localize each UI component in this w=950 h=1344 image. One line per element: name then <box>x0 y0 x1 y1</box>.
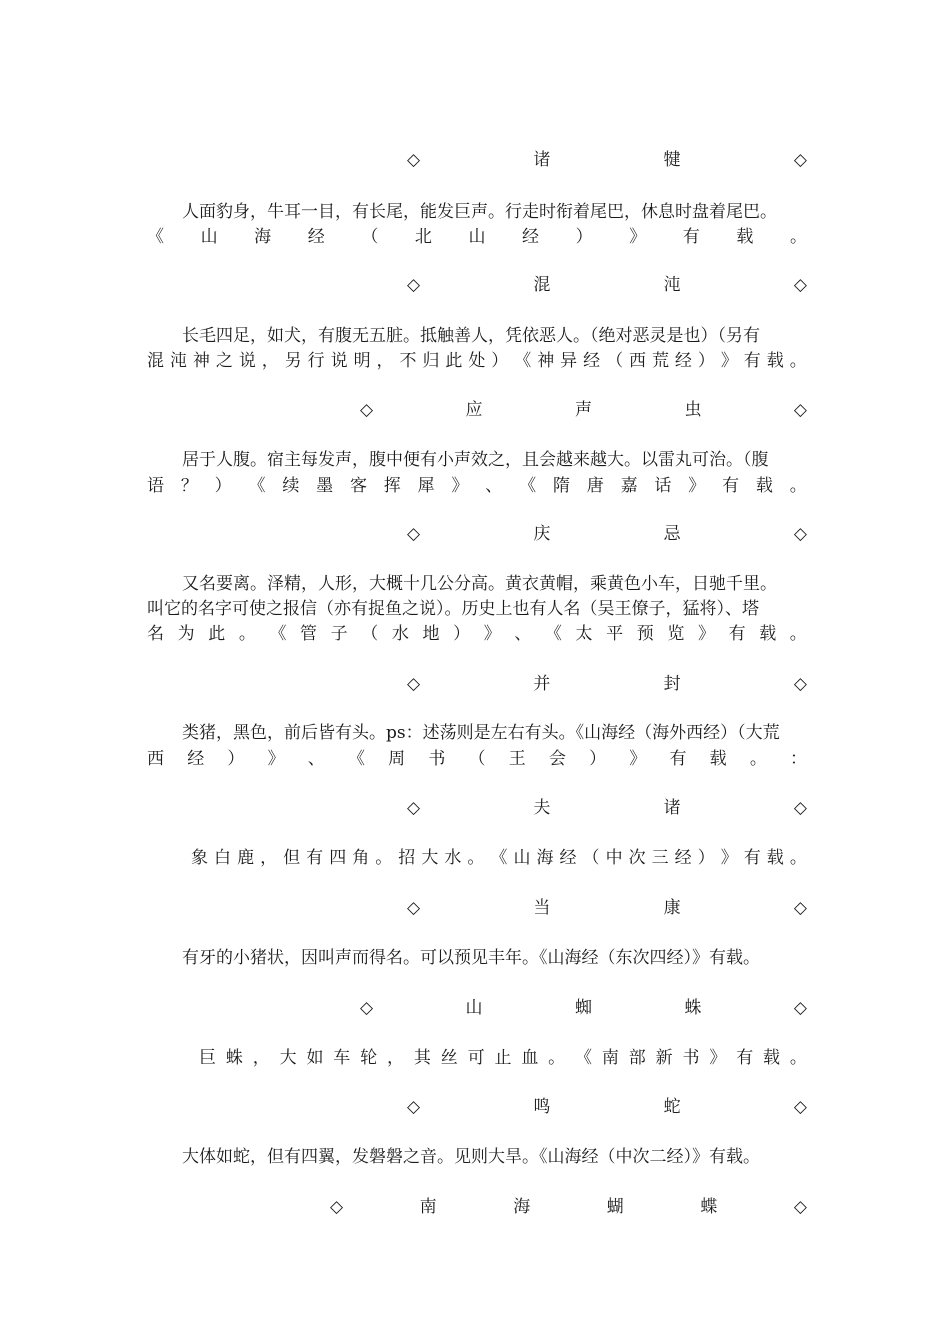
heading-char: 应 <box>465 400 483 420</box>
diamond-icon: ◇ <box>407 1097 421 1117</box>
entry-text-line: 大体如蛇，但有四翼，发磐磐之音。见则大旱。《山海经（中次二经）》有载。 <box>182 1147 760 1167</box>
diamond-icon: ◇ <box>793 998 807 1018</box>
heading-char: 蛛 <box>684 998 702 1018</box>
diamond-icon: ◇ <box>793 674 807 694</box>
heading-char: 山 <box>465 998 483 1018</box>
heading-char: 夫 <box>533 798 551 818</box>
diamond-icon: ◇ <box>793 898 807 918</box>
heading-char: 当 <box>533 898 551 918</box>
diamond-icon: ◇ <box>360 400 374 420</box>
diamond-icon: ◇ <box>407 674 421 694</box>
entry-text-line: 混 沌 神 之 说 ， 另 行 说 明 ， 不 归 此 处 ） 《 神 异 经 （ 西 荒 经 ） 》 有 载 。 <box>147 351 807 371</box>
diamond-icon: ◇ <box>793 400 807 420</box>
diamond-icon: ◇ <box>407 524 421 544</box>
diamond-icon: ◇ <box>793 1097 807 1117</box>
heading-char: 虫 <box>684 400 702 420</box>
heading-char: 并 <box>533 674 551 694</box>
heading-char: 声 <box>574 400 592 420</box>
diamond-icon: ◇ <box>330 1197 344 1217</box>
entry-text-line: 语 ？ ） 《 续 墨 客 挥 犀 》 、 《 隋 唐 嘉 话 》 有 载 。 <box>147 476 807 496</box>
entry-heading <box>407 671 807 697</box>
entry-heading <box>360 995 807 1021</box>
entry-text-line: 巨 蛛 ， 大 如 车 轮 ， 其 丝 可 止 血 。 《 南 部 新 书 》 有 载 。 <box>199 1048 807 1068</box>
diamond-icon: ◇ <box>793 524 807 544</box>
entry-heading <box>330 1194 807 1220</box>
entry-text-line: 居于人腹。宿主每发声，腹中便有小声效之，且会越来越大。以雷丸可治。（腹 <box>182 450 769 470</box>
diamond-icon: ◇ <box>407 798 421 818</box>
heading-char: 鸣 <box>533 1097 551 1117</box>
entry-text-line: 象 白 鹿 ， 但 有 四 角 。 招 大 水 。 《 山 海 经 （ 中 次 三 经 ） 》 有 载 。 <box>191 848 807 868</box>
diamond-icon: ◇ <box>407 150 421 170</box>
heading-char: 诸 <box>663 798 681 818</box>
heading-char: 忌 <box>663 524 681 544</box>
diamond-icon: ◇ <box>407 898 421 918</box>
heading-char: 蜘 <box>574 998 592 1018</box>
entry-text-line: 《 山 海 经 （ 北 山 经 ） 》 有 载 。 <box>147 227 807 247</box>
entry-text-line: 类猪，黑色，前后皆有头。ps：述荡则是左右有头。《山海经（海外西经）（大荒 <box>182 723 780 743</box>
entry-text-line: 人面豹身，牛耳一目，有长尾，能发巨声。行走时衔着尾巴，休息时盘着尾巴。 <box>182 202 777 222</box>
diamond-icon: ◇ <box>793 798 807 818</box>
entry-heading <box>407 1094 807 1120</box>
diamond-icon: ◇ <box>360 998 374 1018</box>
diamond-icon: ◇ <box>793 275 807 295</box>
entry-heading <box>407 521 807 547</box>
heading-char: 南 <box>419 1197 437 1217</box>
entry-text-line: 西 经 ） 》 、 《 周 书 （ 王 会 ） 》 有 载 。 ： <box>147 749 807 769</box>
entry-text-line: 名 为 此 。 《 管 子 （ 水 地 ） 》 、 《 太 平 预 览 》 有 载 。 <box>147 624 807 644</box>
heading-char: 蝴 <box>606 1197 624 1217</box>
entry-heading <box>407 272 807 298</box>
heading-char: 庆 <box>533 524 551 544</box>
entry-text-line: 有牙的小猪状，因叫声而得名。可以预见丰年。《山海经（东次四经）》有载。 <box>182 948 760 968</box>
heading-char: 混 <box>533 275 551 295</box>
heading-char: 海 <box>513 1197 531 1217</box>
diamond-icon: ◇ <box>793 150 807 170</box>
entry-heading <box>407 795 807 821</box>
diamond-icon: ◇ <box>793 1197 807 1217</box>
heading-char: 蝶 <box>700 1197 718 1217</box>
entry-text-line: 长毛四足，如犬，有腹无五脏。抵触善人，凭依恶人。（绝对恶灵是也）（另有 <box>182 326 760 346</box>
heading-char: 沌 <box>663 275 681 295</box>
diamond-icon: ◇ <box>407 275 421 295</box>
heading-char: 封 <box>663 674 681 694</box>
entry-heading <box>360 397 807 423</box>
entry-heading <box>407 147 807 173</box>
entry-text-line: 又名要离。泽精，人形，大概十几公分高。黄衣黄帽，乘黄色小车，日驰千里。 <box>182 574 777 594</box>
heading-char: 犍 <box>663 150 681 170</box>
entry-heading <box>407 895 807 921</box>
heading-char: 康 <box>663 898 681 918</box>
heading-char: 蛇 <box>663 1097 681 1117</box>
heading-char: 诸 <box>533 150 551 170</box>
entry-text-line: 叫它的名字可使之报信（亦有捉鱼之说）。历史上也有人名（吴王僚子，猛将）、塔 <box>147 599 759 619</box>
